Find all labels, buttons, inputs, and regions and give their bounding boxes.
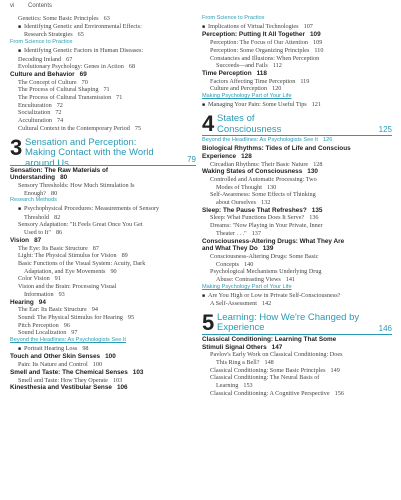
toc-entry-label: Genetics: Some Basic Principles	[18, 15, 99, 22]
toc-page-number: 109	[309, 31, 321, 39]
chapter-heading[interactable]	[202, 310, 392, 335]
toc-entry-label: Smell and Taste: The Chemical Senses	[10, 368, 128, 376]
toc-section-entry[interactable]	[202, 153, 392, 161]
toc-entry[interactable]	[202, 101, 392, 110]
toc-page-number: 94	[38, 298, 46, 306]
toc-page-number: 103	[132, 368, 144, 376]
chapter-number: 4	[202, 111, 215, 137]
feature-subhead	[10, 39, 196, 47]
toc-page-number: 120	[272, 85, 282, 93]
toc-page-number: 148	[264, 359, 274, 367]
toc-page-number: 112	[272, 62, 282, 70]
toc-entry-label: Threshold	[24, 213, 50, 221]
toc-entry[interactable]	[202, 161, 392, 169]
toc-entry-label: Kinesthesia and Vestibular Sense	[10, 384, 112, 392]
toc-section-entry[interactable]	[202, 70, 392, 78]
toc-page-number: 68	[128, 63, 136, 71]
toc-entry-label: Controlled and Automatic Processing: Two	[210, 175, 317, 183]
feature-subhead-label: Making Psychology Part of Your Life	[202, 283, 292, 290]
toc-entry[interactable]	[10, 275, 196, 283]
toc-section-entry[interactable]	[202, 344, 392, 352]
toc-page-number: 100	[105, 353, 116, 361]
toc-page-number: 96	[63, 321, 70, 329]
toc-entry-label: Consciousness-Altering Drugs: What They Are	[202, 237, 345, 245]
chapter-title	[217, 114, 281, 135]
feature-subhead-label: Making Psychology Part of Your Life	[202, 93, 292, 100]
toc-page-number: 147	[271, 343, 283, 351]
toc-entry-label: Sleep: The Pause That Refreshes?	[202, 206, 307, 214]
toc-entry[interactable]	[202, 55, 392, 63]
toc-entry-label: Dreams: "Now Playing in Your Private, Inner	[210, 222, 323, 230]
toc-entry[interactable]	[202, 23, 392, 32]
toc-entry-label: Self-Awareness: Some Effects of Thinking	[210, 191, 316, 199]
toc-entry[interactable]	[10, 291, 196, 299]
page-number: vi	[10, 3, 15, 9]
toc-page-number: 93	[58, 290, 65, 298]
toc-entry[interactable]	[202, 214, 392, 222]
toc-page-number: 149	[330, 366, 340, 374]
toc-page-number: 87	[34, 236, 42, 244]
toc-entry[interactable]	[10, 109, 196, 117]
toc-entry-label: Abuse: Contrasting Views	[216, 276, 281, 284]
toc-entry-label: Concepts	[216, 260, 240, 268]
toc-page-number: 63	[103, 15, 110, 22]
toc-entry-label: The Concept of Culture	[18, 78, 77, 86]
running-title: Contents	[28, 3, 53, 9]
feature-subhead-label: Beyond the Headlines: As Psychologists See It	[10, 337, 126, 344]
running-header	[10, 3, 52, 9]
toc-page-number: 106	[116, 384, 128, 392]
toc-entry[interactable]	[10, 345, 196, 354]
toc-page-number: 121	[311, 100, 321, 108]
toc-entry-label: The Ear: Its Basic Structure	[18, 306, 87, 314]
feature-subhead-label: From Science to Practice	[202, 15, 265, 21]
chapter-page-number: 79	[187, 154, 196, 164]
toc-page-number: 74	[57, 117, 64, 125]
toc-entry[interactable]	[10, 117, 196, 125]
toc-entry[interactable]	[10, 47, 196, 56]
toc-section-entry[interactable]	[10, 237, 196, 245]
toc-entry-label: Perception: Some Organizing Principles	[210, 46, 310, 54]
toc-entry[interactable]	[10, 322, 196, 330]
toc-page-number: 82	[54, 213, 61, 221]
toc-entry[interactable]	[202, 62, 392, 70]
toc-entry-label: Culture and Perception	[210, 85, 268, 93]
toc-page-number: 91	[54, 275, 61, 283]
toc-entry-label: Light: The Physical Stimulus for Vision	[18, 252, 117, 260]
toc-entry[interactable]	[202, 78, 392, 86]
toc-entry-label: Consciousness-Altering Drugs: Some Basic	[210, 252, 319, 260]
toc-entry-label: Enculturation	[18, 101, 52, 109]
chapter-heading[interactable]	[202, 111, 392, 136]
feature-subhead-label: Beyond the Headlines: As Psychologists See It	[202, 137, 318, 144]
toc-page-number: 71	[103, 86, 110, 94]
toc-entry[interactable]	[202, 230, 392, 238]
toc-entry[interactable]	[202, 382, 392, 390]
toc-entry[interactable]	[10, 214, 196, 222]
toc-entry[interactable]	[10, 306, 196, 314]
toc-entry[interactable]	[202, 184, 392, 192]
toc-section-entry[interactable]	[10, 174, 196, 182]
toc-page-number: 118	[256, 69, 267, 77]
toc-section-entry[interactable]	[202, 31, 392, 39]
toc-entry-label: about Ourselves	[216, 199, 257, 207]
toc-entry[interactable]	[202, 39, 392, 47]
toc-entry[interactable]	[202, 300, 392, 308]
toc-entry-label: Managing Your Pain: Some Useful Tips	[208, 100, 307, 108]
toc-entry-label: Theater . . ."	[216, 229, 247, 237]
toc-page-number: 128	[313, 160, 323, 168]
toc-left-column	[10, 15, 196, 392]
toc-entry-label: Perception: Putting It All Together	[202, 31, 305, 39]
feature-subhead	[202, 93, 392, 101]
toc-entry-label: Modes of Thought	[216, 183, 262, 191]
toc-entry-label: The Eye: Its Basic Structure	[18, 244, 88, 252]
feature-subhead	[202, 284, 392, 292]
toc-entry[interactable]	[10, 86, 196, 94]
toc-entry-label: Touch and Other Skin Senses	[10, 353, 101, 361]
toc-entry-label: Classical Conditioning: The Neural Basis of	[210, 374, 320, 382]
toc-entry[interactable]	[202, 276, 392, 284]
chapter-title	[217, 313, 359, 334]
toc-entry[interactable]	[10, 252, 196, 260]
toc-entry-label: Time Perception	[202, 69, 252, 77]
toc-entry[interactable]	[10, 268, 196, 276]
chapter-title-line: Experience	[217, 322, 265, 334]
toc-page-number: 107	[303, 22, 313, 30]
toc-page-number: 103	[112, 376, 123, 384]
toc-entry[interactable]	[202, 374, 392, 382]
chapter-title-line: Learning: How We're Changed by	[217, 311, 360, 323]
chapter-title-line: Consciousness	[217, 123, 282, 135]
toc-section-entry[interactable]	[202, 168, 392, 176]
toc-entry[interactable]	[10, 182, 196, 190]
toc-page-number: 80	[51, 189, 58, 197]
toc-page-number: 130	[307, 168, 318, 176]
toc-page-number: 71	[116, 94, 123, 102]
toc-section-entry[interactable]	[202, 336, 392, 344]
toc-entry-label: Adaptation, and Eye Movements	[24, 267, 106, 275]
feature-subhead	[10, 337, 196, 345]
toc-entry-label: Classical Conditioning: A Cognitive Perspective	[210, 389, 330, 397]
toc-entry-label: Experience	[202, 152, 237, 160]
chapter-title-line: Sensation and Perception:	[25, 136, 137, 148]
toc-right-column	[202, 15, 392, 398]
toc-page-number: 130	[266, 183, 277, 191]
toc-entry[interactable]	[202, 261, 392, 269]
toc-page-number: 119	[300, 77, 310, 85]
toc-page-number: 137	[251, 229, 261, 237]
toc-entry[interactable]	[202, 253, 392, 261]
toc-entry-label: The Process of Cultural Transmission	[18, 94, 112, 102]
toc-entry[interactable]	[202, 199, 392, 207]
toc-entry[interactable]	[10, 245, 196, 253]
feature-subhead-label: Research Methods	[10, 197, 57, 204]
toc-entry[interactable]	[10, 283, 196, 291]
toc-entry[interactable]	[202, 176, 392, 184]
toc-entry-label: Classical Conditioning: Learning That Some	[202, 335, 337, 343]
toc-entry-label: Sound Localization	[18, 329, 67, 337]
toc-entry[interactable]	[10, 229, 196, 237]
toc-entry[interactable]	[10, 221, 196, 229]
chapter-title-line: Making Contact with the World	[25, 147, 154, 159]
toc-entry[interactable]	[10, 205, 196, 214]
toc-entry-label: Portrait Hearing Loss	[24, 344, 78, 352]
toc-entry-label: Information	[24, 290, 54, 298]
toc-entry-label: Waking States of Consciousness	[202, 168, 303, 176]
toc-entry-label: Perception: The Focus of Our Attention	[210, 39, 309, 47]
toc-entry[interactable]	[202, 367, 392, 375]
toc-page-number: 100	[92, 361, 103, 369]
feature-subhead	[202, 15, 392, 23]
toc-entry-label: Psychological Mechanisms Underlying Drug	[210, 268, 322, 276]
toc-page-number: 70	[81, 78, 88, 86]
toc-entry-label: Understanding	[10, 174, 56, 182]
toc-page-number: 142	[261, 300, 272, 308]
chapter-heading[interactable]	[10, 134, 196, 169]
toc-page-number: 67	[66, 55, 73, 63]
chapter-title-line: States of	[217, 113, 255, 125]
toc-page-number: 126	[322, 137, 333, 144]
toc-entry-label: Constancies and Illusions: When Perception	[210, 54, 320, 62]
toc-entry[interactable]	[202, 390, 392, 398]
toc-page-number: 72	[56, 101, 63, 109]
toc-page-number: 72	[55, 109, 62, 117]
toc-entry-label: Basic Functions of the Visual System: Acuity, Dark	[18, 259, 146, 267]
toc-entry[interactable]	[202, 85, 392, 93]
toc-entry[interactable]	[10, 94, 196, 102]
toc-entry-label: Factors Affecting Time Perception	[210, 77, 296, 85]
toc-section-entry[interactable]	[10, 167, 196, 175]
toc-page-number: 98	[82, 344, 89, 352]
toc-entry-label: Enough?	[24, 189, 46, 197]
toc-page-number: 109	[313, 39, 323, 47]
toc-entry-label: Smell and Taste: How They Operate	[18, 376, 108, 384]
toc-entry-label: Research Strategies	[24, 31, 73, 39]
chapter-number: 3	[10, 134, 23, 160]
toc-section-entry[interactable]	[10, 384, 196, 392]
toc-section-entry[interactable]	[202, 145, 392, 153]
toc-entry[interactable]	[202, 292, 392, 301]
chapter-title	[25, 138, 154, 170]
toc-entry-label: Stimuli Signal Others	[202, 343, 267, 351]
toc-entry-label: Pitch Perception	[18, 321, 59, 329]
toc-page-number: 87	[92, 244, 99, 252]
toc-section-entry[interactable]	[202, 207, 392, 215]
toc-page-number: 135	[311, 206, 323, 214]
toc-entry[interactable]	[10, 361, 196, 369]
chapter-page-number: 125	[378, 125, 392, 135]
toc-entry-label: A Self-Assessment	[210, 300, 257, 308]
toc-page-number: 95	[127, 313, 135, 321]
toc-page-number: 136	[309, 214, 319, 222]
toc-entry-label: Culture and Behavior	[10, 70, 75, 78]
toc-page-number: 140	[244, 260, 254, 268]
toc-entry-label: Circadian Rhythms: Their Basic Nature	[210, 160, 309, 168]
toc-entry-label: Classical Conditioning: Some Basic Principles	[210, 366, 326, 374]
toc-entry[interactable]	[10, 15, 196, 23]
toc-entry[interactable]	[202, 47, 392, 55]
toc-entry-label: Sound: The Physical Stimulus for Hearing	[18, 313, 123, 321]
toc-entry[interactable]	[10, 31, 196, 39]
toc-entry[interactable]	[10, 79, 196, 87]
toc-entry-label: Decoding Ireland	[18, 55, 62, 63]
toc-entry[interactable]	[202, 351, 392, 359]
toc-entry-label: Socialization	[18, 109, 51, 117]
toc-entry-label: This Ring a Bell?	[216, 359, 260, 367]
toc-section-entry[interactable]	[202, 245, 392, 253]
toc-entry-label: Are You High or Low in Private Self-Consciousness?	[208, 291, 341, 299]
toc-section-entry[interactable]	[10, 71, 196, 79]
toc-page-number: 110	[314, 46, 324, 54]
toc-page-number: 141	[285, 276, 296, 284]
chapter-number: 5	[202, 309, 215, 335]
toc-entry-label: Color Vision	[18, 275, 50, 283]
toc-entry[interactable]	[10, 23, 196, 32]
toc-page-number: 69	[79, 70, 87, 78]
toc-entry-label: Sensory Adaptation: "It Feels Great Once You Get	[18, 221, 143, 229]
toc-page-number: 65	[77, 31, 84, 39]
toc-entry-label: Used to It"	[24, 229, 51, 237]
chapter-page-number: 146	[378, 323, 392, 333]
toc-entry[interactable]	[10, 102, 196, 110]
toc-section-entry[interactable]	[10, 369, 196, 377]
toc-entry[interactable]	[10, 329, 196, 337]
toc-entry[interactable]	[10, 56, 196, 64]
toc-page-number: 94	[91, 306, 98, 314]
feature-subhead	[202, 137, 392, 145]
toc-entry[interactable]	[10, 314, 196, 322]
toc-page-number: 128	[241, 152, 252, 160]
feature-subhead	[10, 197, 196, 205]
toc-entry[interactable]	[10, 63, 196, 71]
toc-page-number: 97	[71, 329, 78, 337]
toc-entry-label: Pain: Its Nature and Control	[18, 361, 88, 369]
toc-entry[interactable]	[202, 359, 392, 367]
toc-section-entry[interactable]	[10, 299, 196, 307]
toc-entry-label: The Process of Cultural Shaping	[18, 86, 99, 94]
toc-entry-label: Evolutionary Psychology: Genes in Action	[18, 63, 124, 71]
toc-entry-label: Sensory Thresholds: How Much Stimulation Is	[18, 181, 135, 189]
toc-section-entry[interactable]	[10, 353, 196, 361]
toc-page-number: 89	[121, 252, 128, 260]
toc-entry[interactable]	[10, 260, 196, 268]
toc-entry[interactable]	[10, 377, 196, 385]
toc-entry[interactable]	[10, 190, 196, 198]
toc-page-number: 156	[334, 389, 344, 397]
toc-entry-label: Acculturation	[18, 117, 53, 125]
toc-page-number: 153	[243, 382, 253, 390]
toc-entry-label: Sleep: What Functions Does It Serve?	[210, 214, 305, 222]
toc-entry[interactable]	[10, 125, 196, 133]
toc-entry-label: and What They Do	[202, 245, 258, 253]
toc-entry-label: Cultural Context in the Contemporary Period	[18, 124, 130, 132]
toc-entry-label: Succeeds—and Fails	[216, 62, 268, 70]
toc-entry-label: Biological Rhythms: Tides of Life and Conscious	[202, 145, 351, 153]
toc-entry-label: Hearing	[10, 298, 34, 306]
toc-entry[interactable]	[202, 268, 392, 276]
toc-entry-label: Identifying Genetic and Environmental Effects:	[24, 22, 142, 30]
toc-entry[interactable]	[202, 222, 392, 230]
chapter-title-line: around Us	[25, 157, 69, 169]
toc-page-number: 132	[261, 199, 271, 207]
toc-page-number: 86	[55, 229, 63, 237]
toc-entry-label: Vision	[10, 236, 30, 244]
toc-entry-label: Identifying Genetic Factors in Human Diseases:	[24, 46, 144, 54]
toc-entry-label: Sensation: The Raw Materials of	[10, 166, 109, 174]
toc-page-number: 139	[262, 245, 274, 253]
feature-subhead-label: From Science to Practice	[10, 39, 73, 46]
toc-entry-label: Vision and the Brain: Processing Visual	[18, 283, 117, 291]
toc-entry-label: Implications of Virtual Technologies	[208, 22, 299, 30]
toc-section-entry[interactable]	[202, 238, 392, 246]
toc-entry[interactable]	[202, 191, 392, 199]
toc-page-number: 80	[60, 174, 68, 182]
toc-page-number: 75	[134, 124, 142, 132]
toc-entry-label: Pavlov's Early Work on Classical Conditioning: Does	[210, 351, 343, 359]
toc-entry-label: Psychophysical Procedures: Measurements of Sensory	[24, 205, 160, 213]
toc-entry-label: Learning	[216, 382, 239, 390]
toc-page-number: 90	[110, 267, 117, 275]
